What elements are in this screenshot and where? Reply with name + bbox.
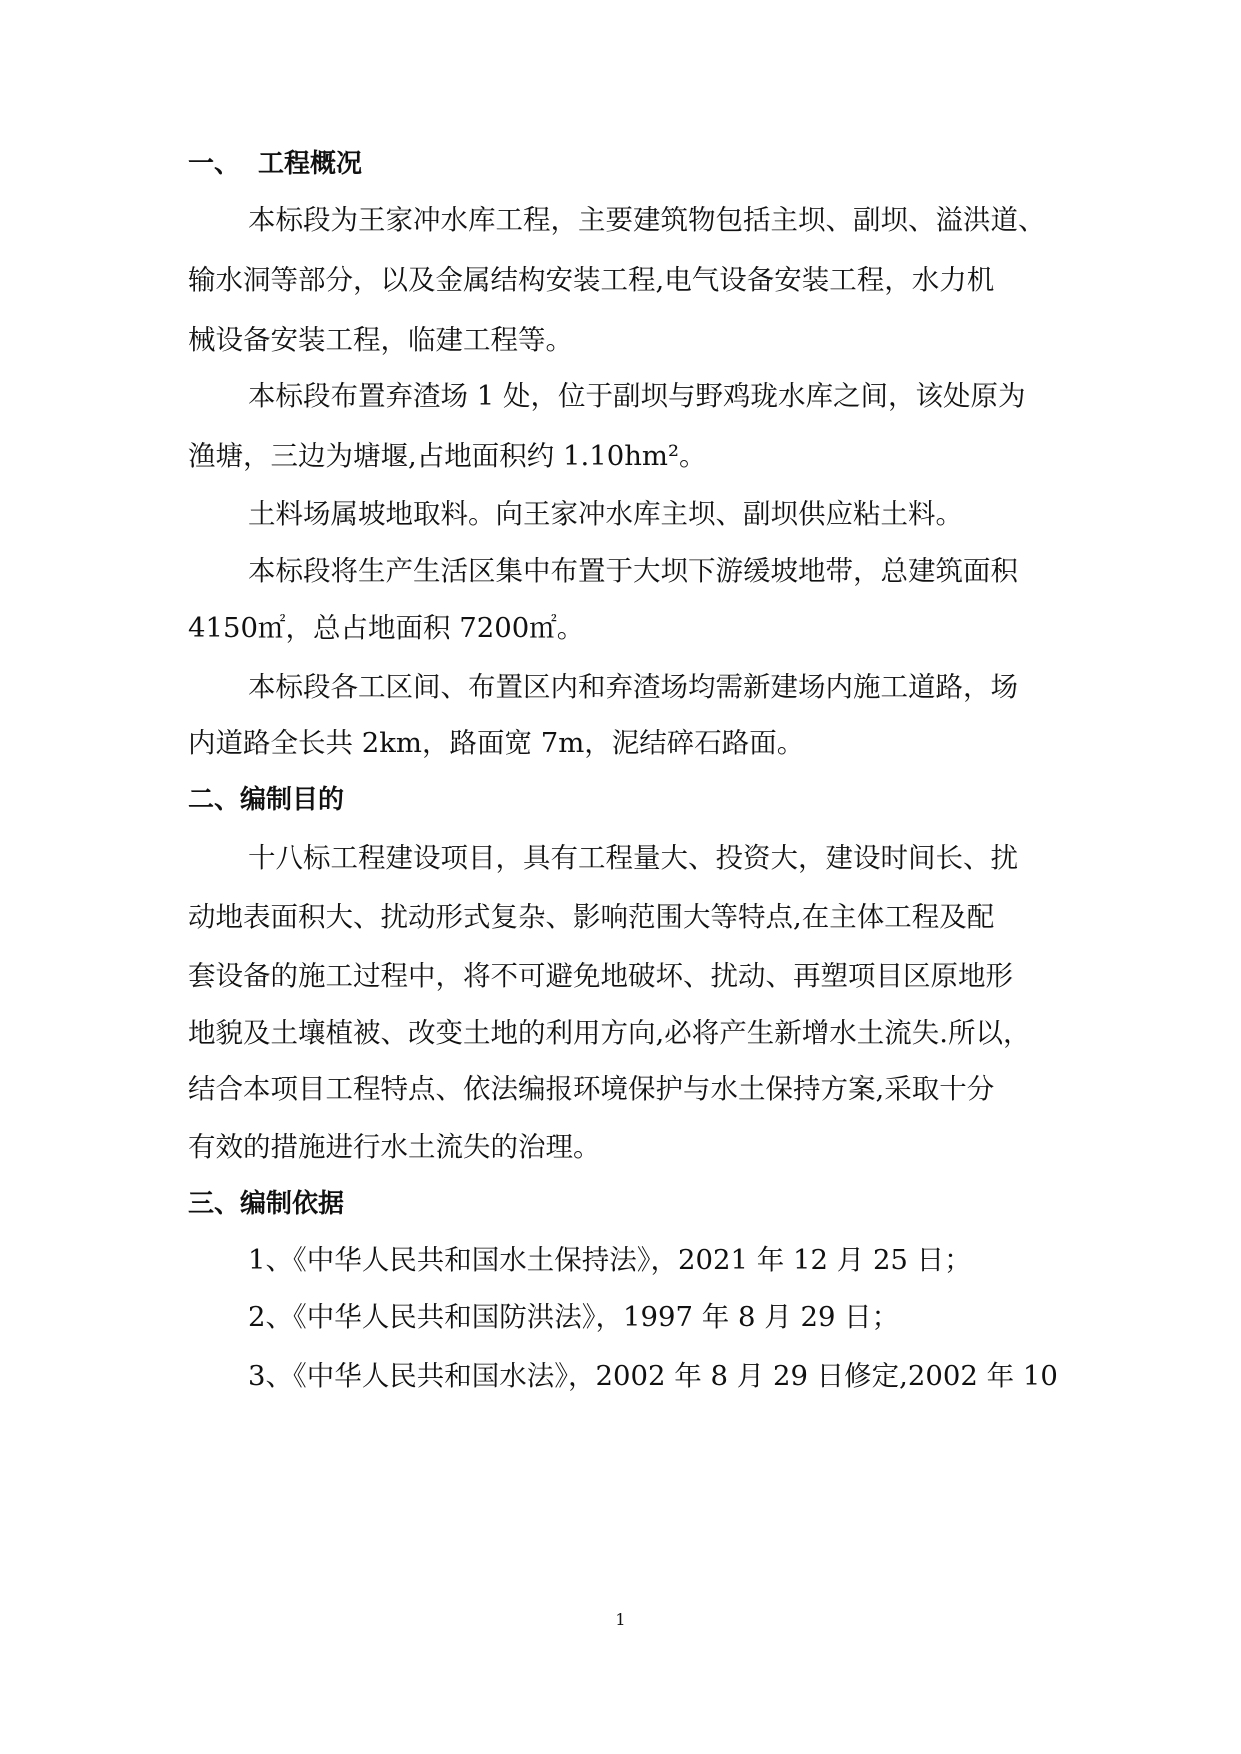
paragraph-line: 本标段将生产生活区集中布置于大坝下游缓坡地带，总建筑面积	[248, 555, 1018, 587]
paragraph-line: 有效的措施进行水土流失的治理。	[188, 1131, 601, 1163]
paragraph-line: 械设备安装工程，临建工程等。	[188, 324, 573, 356]
paragraph-line: 套设备的施工过程中，将不可避免地破坏、扰动、再塑项目区原地形	[188, 960, 1013, 992]
section-title: 工程概况	[258, 149, 363, 179]
paragraph-line: 十八标工程建设项目，具有工程量大、投资大，建设时间长、扰	[248, 842, 1018, 874]
paragraph-line: 本标段布置弃渣场 1 处，位于副坝与野鸡珑水库之间，该处原为	[248, 380, 1026, 412]
paragraph-line: 本标段为王家冲水库工程，主要建筑物包括主坝、副坝、溢洪道、	[248, 204, 1046, 236]
section-heading-2: 二、编制目的	[188, 785, 345, 815]
reference-item: 2、《中华人民共和国防洪法》，1997 年 8 月 29 日；	[248, 1301, 900, 1333]
paragraph-line: 渔塘，三边为塘堰,占地面积约 1.10hm²。	[188, 440, 707, 472]
paragraph-line: 4150㎡，总占地面积 7200㎡。	[188, 612, 585, 644]
paragraph-line: 结合本项目工程特点、依法编报环境保护与水土保持方案,采取十分	[188, 1073, 995, 1105]
section-number: 一、	[188, 149, 241, 179]
reference-item: 3、《中华人民共和国水法》，2002 年 8 月 29 日修定,2002 年 10	[248, 1360, 1058, 1392]
paragraph-line: 土料场属坡地取料。向王家冲水库主坝、副坝供应粘土料。	[248, 498, 963, 530]
paragraph-line: 本标段各工区间、布置区内和弃渣场均需新建场内施工道路，场	[248, 671, 1018, 703]
section-heading-1	[188, 144, 362, 184]
page-number: 1	[615, 1610, 626, 1629]
reference-item: 1、《中华人民共和国水土保持法》，2021 年 12 月 25 日；	[248, 1244, 972, 1276]
paragraph-line: 输水洞等部分，以及金属结构安装工程,电气设备安装工程，水力机	[188, 264, 995, 296]
paragraph-line: 内道路全长共 2km，路面宽 7m，泥结碎石路面。	[188, 727, 805, 759]
paragraph-line: 地貌及土壤植被、改变土地的利用方向,必将产生新增水土流失.所以，	[188, 1017, 1031, 1049]
paragraph-line: 动地表面积大、扰动形式复杂、影响范围大等特点,在主体工程及配	[188, 901, 995, 933]
section-heading-3: 三、编制依据	[188, 1189, 345, 1219]
